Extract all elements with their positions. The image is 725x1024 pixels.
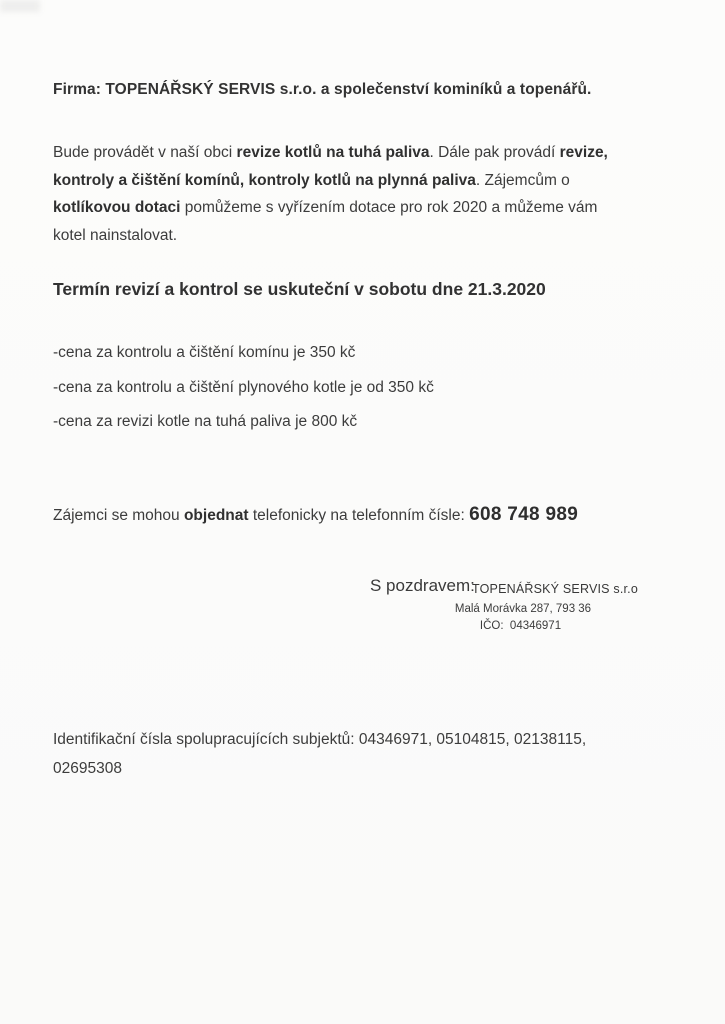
intro-paragraph	[53, 139, 617, 249]
bold-text-segment: revize kotlů na tuhá paliva	[236, 144, 430, 161]
signature-greeting: S pozdravem:	[370, 576, 475, 595]
contact-line	[53, 504, 693, 526]
price-list	[53, 343, 653, 447]
partner-ids-line: Identifikační čísla spolupracujících subjektů: 04346971, 05104815, 02138115, 02695308	[53, 731, 587, 777]
signature-company-name: TOPENÁŘSKÝ SERVIS s.r.o	[472, 582, 639, 596]
company-header-line: Firma: TOPENÁŘSKÝ SERVIS s.r.o. a společenství kominíků a topenářů.	[53, 81, 592, 98]
scan-corner-smudge	[0, 0, 40, 12]
text-segment: Bude provádět v naší obci	[53, 144, 237, 161]
text-segment: pomůžeme s vyřízením dotace pro rok 2020 a můžeme vám kotel nainstalovat.	[53, 199, 598, 244]
price-list-item: -cena za kontrolu a čištění komínu je 350 kč	[53, 344, 356, 361]
signature-ico: IČO: 04346971	[479, 620, 562, 632]
bold-text-segment: objednat	[183, 507, 249, 524]
date-heading: Termín revizí a kontrol se uskuteční v sobotu dne 21.3.2020	[53, 279, 546, 299]
phone-number: 608 748 989	[469, 504, 579, 525]
price-list-item: -cena za kontrolu a čištění plynového kotle je od 350 kč	[53, 378, 434, 396]
bold-text-segment: revize, kontroly a čištění komínů, kontroly kotlů na plynná paliva	[53, 144, 608, 189]
text-segment: . Dále pak provádí	[429, 144, 560, 161]
text-segment: . Zájemcům o	[475, 171, 570, 189]
price-list-item: -cena za revizi kotle na tuhá paliva je 800 kč	[53, 413, 358, 430]
text-segment: telefonicky na telefonním čísle:	[248, 507, 470, 524]
bold-text-segment: kotlíkovou dotaci	[53, 199, 181, 216]
text-segment: Zájemci se mohou	[53, 507, 184, 524]
signature-address: Malá Morávka 287, 793 36	[454, 603, 592, 615]
